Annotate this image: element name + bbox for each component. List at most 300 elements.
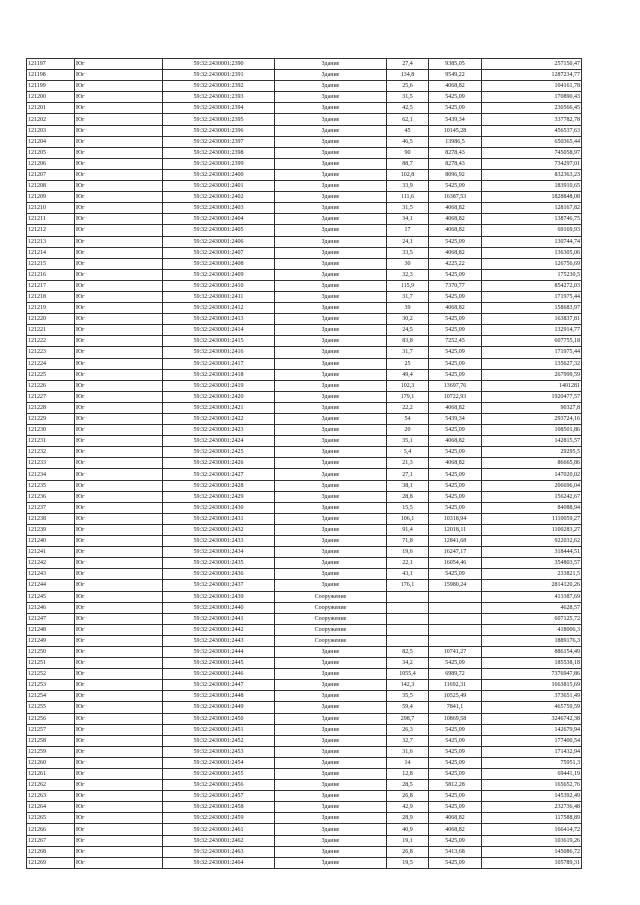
district-cell: Юг — [75, 469, 163, 480]
object-type-cell: Здание — [275, 225, 387, 236]
record-number-cell: 121213 — [27, 236, 75, 247]
area-cell: 33,5 — [387, 247, 429, 258]
record-number-cell: 121231 — [27, 436, 75, 447]
specific-value-cell: 5425,09 — [429, 746, 482, 757]
cadastral-number-cell: 59:32:2430001:2463 — [163, 846, 275, 857]
object-type-cell: Здание — [275, 103, 387, 114]
specific-value-cell: 10318,94 — [429, 513, 482, 524]
area-cell: 106,1 — [387, 513, 429, 524]
cadastral-number-cell: 59:32:2430001:2417 — [163, 358, 275, 369]
table-row — [27, 702, 582, 713]
cadastral-number-cell: 59:32:2430001:2406 — [163, 236, 275, 247]
specific-value-cell — [429, 624, 482, 635]
cadastral-number-cell: 59:32:2430001:2444 — [163, 646, 275, 657]
area-cell: 25,6 — [387, 81, 429, 92]
cadastral-value-cell: 156242,67 — [482, 491, 582, 502]
specific-value-cell: 5439,34 — [429, 414, 482, 425]
specific-value-cell: 9385,05 — [429, 59, 482, 70]
area-cell: 31,7 — [387, 291, 429, 302]
area-cell: 28,5 — [387, 780, 429, 791]
cadastral-number-cell: 59:32:2430001:2445 — [163, 658, 275, 669]
cadastral-number-cell: 59:32:2430001:2452 — [163, 735, 275, 746]
record-number-cell: 121208 — [27, 181, 75, 192]
object-type-cell: Здание — [275, 691, 387, 702]
specific-value-cell — [429, 591, 482, 602]
cadastral-value-cell: 1920477,57 — [482, 391, 582, 402]
district-cell: Юг — [75, 303, 163, 314]
record-number-cell: 121217 — [27, 280, 75, 291]
cadastral-number-cell: 59:32:2430001:2394 — [163, 103, 275, 114]
object-type-cell: Здание — [275, 813, 387, 824]
record-number-cell: 121205 — [27, 147, 75, 158]
record-number-cell: 121215 — [27, 258, 75, 269]
record-number-cell: 121211 — [27, 214, 75, 225]
table-row — [27, 735, 582, 746]
record-number-cell: 121236 — [27, 491, 75, 502]
cadastral-value-cell: 922032,62 — [482, 536, 582, 547]
area-cell: 134,8 — [387, 70, 429, 81]
cadastral-number-cell: 59:32:2430001:2428 — [163, 480, 275, 491]
record-number-cell: 121230 — [27, 425, 75, 436]
table-row — [27, 303, 582, 314]
table-row — [27, 624, 582, 635]
specific-value-cell — [429, 602, 482, 613]
cadastral-value-cell: 1100283,27 — [482, 524, 582, 535]
cadastral-number-cell: 59:32:2430001:2427 — [163, 469, 275, 480]
cadastral-number-cell: 59:32:2430001:2447 — [163, 680, 275, 691]
cadastral-number-cell: 59:32:2430001:2414 — [163, 325, 275, 336]
area-cell: 38,1 — [387, 480, 429, 491]
specific-value-cell: 13986,5 — [429, 136, 482, 147]
area-cell: 14 — [387, 757, 429, 768]
record-number-cell: 121218 — [27, 291, 75, 302]
table-row — [27, 347, 582, 358]
cadastral-value-cell: 138746,75 — [482, 214, 582, 225]
cadastral-value-cell: 147020,02 — [482, 469, 582, 480]
district-cell: Юг — [75, 757, 163, 768]
table-row — [27, 613, 582, 624]
cadastral-value-cell: 607125,72 — [482, 613, 582, 624]
specific-value-cell: 8096,92 — [429, 169, 482, 180]
cadastral-value-cell: 158683,97 — [482, 303, 582, 314]
area-cell — [387, 624, 429, 635]
cadastral-value-cell: 293724,16 — [482, 414, 582, 425]
cadastral-number-cell: 59:32:2430001:2399 — [163, 158, 275, 169]
cadastral-number-cell: 59:32:2430001:2435 — [163, 558, 275, 569]
table-row — [27, 436, 582, 447]
table-row — [27, 458, 582, 469]
cadastral-value-cell: 373651,49 — [482, 691, 582, 702]
area-cell: 59,4 — [387, 702, 429, 713]
object-type-cell: Здание — [275, 391, 387, 402]
area-cell: 34,1 — [387, 214, 429, 225]
cadastral-value-cell: 2814120,26 — [482, 580, 582, 591]
table-row — [27, 147, 582, 158]
specific-value-cell: 5425,09 — [429, 236, 482, 247]
table-row — [27, 857, 582, 868]
specific-value-cell: 5425,09 — [429, 502, 482, 513]
record-number-cell: 121224 — [27, 358, 75, 369]
cadastral-value-cell: 171975,44 — [482, 347, 582, 358]
table-row — [27, 746, 582, 757]
area-cell: 22,2 — [387, 402, 429, 413]
cadastral-number-cell: 59:32:2430001:2402 — [163, 192, 275, 203]
cadastral-number-cell: 59:32:2430001:2401 — [163, 181, 275, 192]
record-number-cell: 121207 — [27, 169, 75, 180]
area-cell: 40,9 — [387, 824, 429, 835]
cadastral-number-cell: 59:32:2430001:2464 — [163, 857, 275, 868]
district-cell: Юг — [75, 691, 163, 702]
object-type-cell: Здание — [275, 358, 387, 369]
cadastral-value-cell: 230566,45 — [482, 103, 582, 114]
table-row — [27, 580, 582, 591]
object-type-cell: Здание — [275, 480, 387, 491]
specific-value-cell: 4068,82 — [429, 402, 482, 413]
object-type-cell: Здание — [275, 303, 387, 314]
specific-value-cell: 16387,53 — [429, 192, 482, 203]
specific-value-cell — [429, 635, 482, 646]
object-type-cell: Здание — [275, 81, 387, 92]
district-cell: Юг — [75, 192, 163, 203]
record-number-cell: 121249 — [27, 635, 75, 646]
cadastral-number-cell: 59:32:2430001:2392 — [163, 81, 275, 92]
table-row — [27, 447, 582, 458]
cadastral-number-cell: 59:32:2430001:2451 — [163, 724, 275, 735]
table-body — [27, 59, 582, 869]
record-number-cell: 121200 — [27, 92, 75, 103]
table-row — [27, 358, 582, 369]
cadastral-number-cell: 59:32:2430001:2446 — [163, 669, 275, 680]
record-number-cell: 121240 — [27, 536, 75, 547]
object-type-cell: Здание — [275, 269, 387, 280]
district-cell: Юг — [75, 813, 163, 824]
district-cell: Юг — [75, 547, 163, 558]
district-cell: Юг — [75, 169, 163, 180]
cadastral-number-cell: 59:32:2430001:2404 — [163, 214, 275, 225]
area-cell: 45 — [387, 125, 429, 136]
table-row — [27, 791, 582, 802]
cadastral-value-cell: 233821,5 — [482, 569, 582, 580]
specific-value-cell: 6989,72 — [429, 669, 482, 680]
object-type-cell: Здание — [275, 59, 387, 70]
specific-value-cell: 5425,09 — [429, 447, 482, 458]
table-row — [27, 802, 582, 813]
area-cell: 31,7 — [387, 347, 429, 358]
cadastral-number-cell: 59:32:2430001:2425 — [163, 447, 275, 458]
object-type-cell: Здание — [275, 114, 387, 125]
cadastral-value-cell: 318444,51 — [482, 547, 582, 558]
object-type-cell: Здание — [275, 491, 387, 502]
cadastral-number-cell: 59:32:2430001:2442 — [163, 624, 275, 635]
district-cell: Юг — [75, 391, 163, 402]
specific-value-cell: 15980,24 — [429, 580, 482, 591]
specific-value-cell: 5425,09 — [429, 425, 482, 436]
table-row — [27, 247, 582, 258]
object-type-cell: Здание — [275, 846, 387, 857]
record-number-cell: 121246 — [27, 602, 75, 613]
area-cell: 102,3 — [387, 380, 429, 391]
cadastral-number-cell: 59:32:2430001:2437 — [163, 580, 275, 591]
area-cell: 90 — [387, 147, 429, 158]
object-type-cell: Здание — [275, 325, 387, 336]
record-number-cell: 121263 — [27, 791, 75, 802]
cadastral-value-cell: 142679,94 — [482, 724, 582, 735]
cadastral-number-cell: 59:32:2430001:2453 — [163, 746, 275, 757]
area-cell: 46,5 — [387, 136, 429, 147]
area-cell: 39 — [387, 303, 429, 314]
cadastral-value-cell: 4628,57 — [482, 602, 582, 613]
record-number-cell: 121214 — [27, 247, 75, 258]
cadastral-value-cell: 832363,23 — [482, 169, 582, 180]
district-cell: Юг — [75, 524, 163, 535]
record-number-cell: 121264 — [27, 802, 75, 813]
cadastral-number-cell: 59:32:2430001:2413 — [163, 314, 275, 325]
table-row — [27, 536, 582, 547]
record-number-cell: 121232 — [27, 447, 75, 458]
specific-value-cell: 8278,43 — [429, 158, 482, 169]
district-cell: Юг — [75, 502, 163, 513]
object-type-cell: Здание — [275, 436, 387, 447]
cadastral-number-cell: 59:32:2430001:2431 — [163, 513, 275, 524]
district-cell: Юг — [75, 658, 163, 669]
table-row — [27, 669, 582, 680]
cadastral-number-cell: 59:32:2430001:2441 — [163, 613, 275, 624]
record-number-cell: 121220 — [27, 314, 75, 325]
specific-value-cell: 5425,09 — [429, 314, 482, 325]
area-cell: 17 — [387, 225, 429, 236]
cadastral-value-cell: 1828848,08 — [482, 192, 582, 203]
cadastral-value-cell: 183910,65 — [482, 181, 582, 192]
record-number-cell: 121219 — [27, 303, 75, 314]
object-type-cell: Сооружение — [275, 624, 387, 635]
area-cell: 42,5 — [387, 103, 429, 114]
specific-value-cell: 10722,93 — [429, 391, 482, 402]
area-cell: 26,3 — [387, 724, 429, 735]
object-type-cell: Здание — [275, 524, 387, 535]
cadastral-number-cell: 59:32:2430001:2408 — [163, 258, 275, 269]
specific-value-cell: 10869,58 — [429, 713, 482, 724]
area-cell: 28,9 — [387, 813, 429, 824]
area-cell: 31,5 — [387, 92, 429, 103]
cadastral-number-cell: 59:32:2430001:2443 — [163, 635, 275, 646]
district-cell: Юг — [75, 558, 163, 569]
district-cell: Юг — [75, 580, 163, 591]
area-cell — [387, 613, 429, 624]
area-cell: 35,1 — [387, 436, 429, 447]
record-number-cell: 121268 — [27, 846, 75, 857]
record-number-cell: 121241 — [27, 547, 75, 558]
district-cell: Юг — [75, 447, 163, 458]
object-type-cell: Здание — [275, 857, 387, 868]
record-number-cell: 121257 — [27, 724, 75, 735]
district-cell: Юг — [75, 680, 163, 691]
specific-value-cell: 7841,1 — [429, 702, 482, 713]
district-cell: Юг — [75, 780, 163, 791]
record-number-cell: 121245 — [27, 591, 75, 602]
cadastral-value-cell: 886154,49 — [482, 646, 582, 657]
area-cell: 91,4 — [387, 524, 429, 535]
record-number-cell: 121253 — [27, 680, 75, 691]
cadastral-value-cell: 607755,18 — [482, 336, 582, 347]
district-cell: Юг — [75, 247, 163, 258]
cadastral-number-cell: 59:32:2430001:2411 — [163, 291, 275, 302]
table-row — [27, 380, 582, 391]
cadastral-value-cell: 135627,32 — [482, 358, 582, 369]
table-row — [27, 114, 582, 125]
cadastral-number-cell: 59:32:2430001:2455 — [163, 769, 275, 780]
specific-value-cell: 5425,09 — [429, 103, 482, 114]
record-number-cell: 121210 — [27, 203, 75, 214]
table-row — [27, 713, 582, 724]
area-cell: 71,8 — [387, 536, 429, 547]
table-row — [27, 214, 582, 225]
specific-value-cell: 4068,82 — [429, 81, 482, 92]
object-type-cell: Здание — [275, 214, 387, 225]
object-type-cell: Здание — [275, 236, 387, 247]
record-number-cell: 121258 — [27, 735, 75, 746]
area-cell: 20 — [387, 425, 429, 436]
cadastral-value-cell: 1663815,69 — [482, 680, 582, 691]
district-cell: Юг — [75, 835, 163, 846]
area-cell: 179,1 — [387, 391, 429, 402]
object-type-cell: Здание — [275, 680, 387, 691]
district-cell: Юг — [75, 480, 163, 491]
cadastral-value-cell: 69441,19 — [482, 769, 582, 780]
area-cell: 62,1 — [387, 114, 429, 125]
record-number-cell: 121255 — [27, 702, 75, 713]
specific-value-cell: 5425,09 — [429, 92, 482, 103]
table-row — [27, 780, 582, 791]
specific-value-cell: 4225,22 — [429, 258, 482, 269]
record-number-cell: 121197 — [27, 59, 75, 70]
cadastral-number-cell: 59:32:2430001:2450 — [163, 713, 275, 724]
table-row — [27, 691, 582, 702]
record-number-cell: 121266 — [27, 824, 75, 835]
table-row — [27, 258, 582, 269]
cadastral-number-cell: 59:32:2430001:2461 — [163, 824, 275, 835]
table-row — [27, 236, 582, 247]
area-cell: 34,2 — [387, 658, 429, 669]
district-cell: Юг — [75, 336, 163, 347]
specific-value-cell: 11692,31 — [429, 680, 482, 691]
area-cell: 32,7 — [387, 735, 429, 746]
object-type-cell: Здание — [275, 802, 387, 813]
object-type-cell: Здание — [275, 347, 387, 358]
area-cell: 30 — [387, 258, 429, 269]
table-row — [27, 724, 582, 735]
object-type-cell: Здание — [275, 336, 387, 347]
specific-value-cell: 7370,77 — [429, 280, 482, 291]
table-row — [27, 547, 582, 558]
cadastral-value-cell: 413387,69 — [482, 591, 582, 602]
specific-value-cell: 5425,09 — [429, 181, 482, 192]
cadastral-number-cell: 59:32:2430001:2448 — [163, 691, 275, 702]
record-number-cell: 121252 — [27, 669, 75, 680]
area-cell — [387, 635, 429, 646]
table-row — [27, 469, 582, 480]
district-cell: Юг — [75, 225, 163, 236]
object-type-cell: Здание — [275, 314, 387, 325]
cadastral-number-cell: 59:32:2430001:2405 — [163, 225, 275, 236]
cadastral-value-cell: 465759,59 — [482, 702, 582, 713]
record-number-cell: 121216 — [27, 269, 75, 280]
cadastral-number-cell: 59:32:2430001:2456 — [163, 780, 275, 791]
area-cell: 26,8 — [387, 846, 429, 857]
cadastral-value-cell: 7376947,86 — [482, 669, 582, 680]
object-type-cell: Здание — [275, 780, 387, 791]
specific-value-cell: 16247,17 — [429, 547, 482, 558]
district-cell: Юг — [75, 347, 163, 358]
cadastral-number-cell: 59:32:2430001:2391 — [163, 70, 275, 81]
object-type-cell: Здание — [275, 735, 387, 746]
table-row — [27, 769, 582, 780]
record-number-cell: 121198 — [27, 70, 75, 81]
district-cell: Юг — [75, 613, 163, 624]
district-cell: Юг — [75, 147, 163, 158]
record-number-cell: 121204 — [27, 136, 75, 147]
specific-value-cell: 5425,09 — [429, 769, 482, 780]
specific-value-cell: 10525,49 — [429, 691, 482, 702]
table-row — [27, 59, 582, 70]
cadastral-value-cell: 136305,06 — [482, 247, 582, 258]
area-cell: 22,1 — [387, 558, 429, 569]
specific-value-cell: 4068,82 — [429, 824, 482, 835]
table-row — [27, 646, 582, 657]
specific-value-cell: 5425,09 — [429, 291, 482, 302]
specific-value-cell: 7252,45 — [429, 336, 482, 347]
district-cell: Юг — [75, 280, 163, 291]
district-cell: Юг — [75, 713, 163, 724]
area-cell: 27,4 — [387, 59, 429, 70]
cadastral-value-cell: 1889176,3 — [482, 635, 582, 646]
table-row — [27, 125, 582, 136]
district-cell: Юг — [75, 236, 163, 247]
object-type-cell: Здание — [275, 402, 387, 413]
table-row — [27, 203, 582, 214]
area-cell: 32,3 — [387, 269, 429, 280]
area-cell: 82,5 — [387, 646, 429, 657]
cadastral-value-cell: 171432,94 — [482, 746, 582, 757]
record-number-cell: 121260 — [27, 757, 75, 768]
table-row — [27, 325, 582, 336]
district-cell: Юг — [75, 857, 163, 868]
table-row — [27, 192, 582, 203]
table-row — [27, 558, 582, 569]
specific-value-cell: 5425,09 — [429, 347, 482, 358]
district-cell: Юг — [75, 746, 163, 757]
record-number-cell: 121212 — [27, 225, 75, 236]
object-type-cell: Здание — [275, 70, 387, 81]
area-cell: 88,7 — [387, 158, 429, 169]
district-cell: Юг — [75, 724, 163, 735]
object-type-cell: Сооружение — [275, 591, 387, 602]
district-cell: Юг — [75, 203, 163, 214]
record-number-cell: 121247 — [27, 613, 75, 624]
area-cell: 19,1 — [387, 835, 429, 846]
object-type-cell: Здание — [275, 658, 387, 669]
table-row — [27, 658, 582, 669]
district-cell: Юг — [75, 425, 163, 436]
cadastral-value-cell: 103619,26 — [482, 835, 582, 846]
table-row — [27, 846, 582, 857]
specific-value-cell: 5425,09 — [429, 857, 482, 868]
area-cell: 142,3 — [387, 680, 429, 691]
area-cell: 15,5 — [387, 502, 429, 513]
cadastral-value-cell: 175230,5 — [482, 269, 582, 280]
cadastral-number-cell: 59:32:2430001:2436 — [163, 569, 275, 580]
specific-value-cell: 5413,68 — [429, 846, 482, 857]
record-number-cell: 121221 — [27, 325, 75, 336]
